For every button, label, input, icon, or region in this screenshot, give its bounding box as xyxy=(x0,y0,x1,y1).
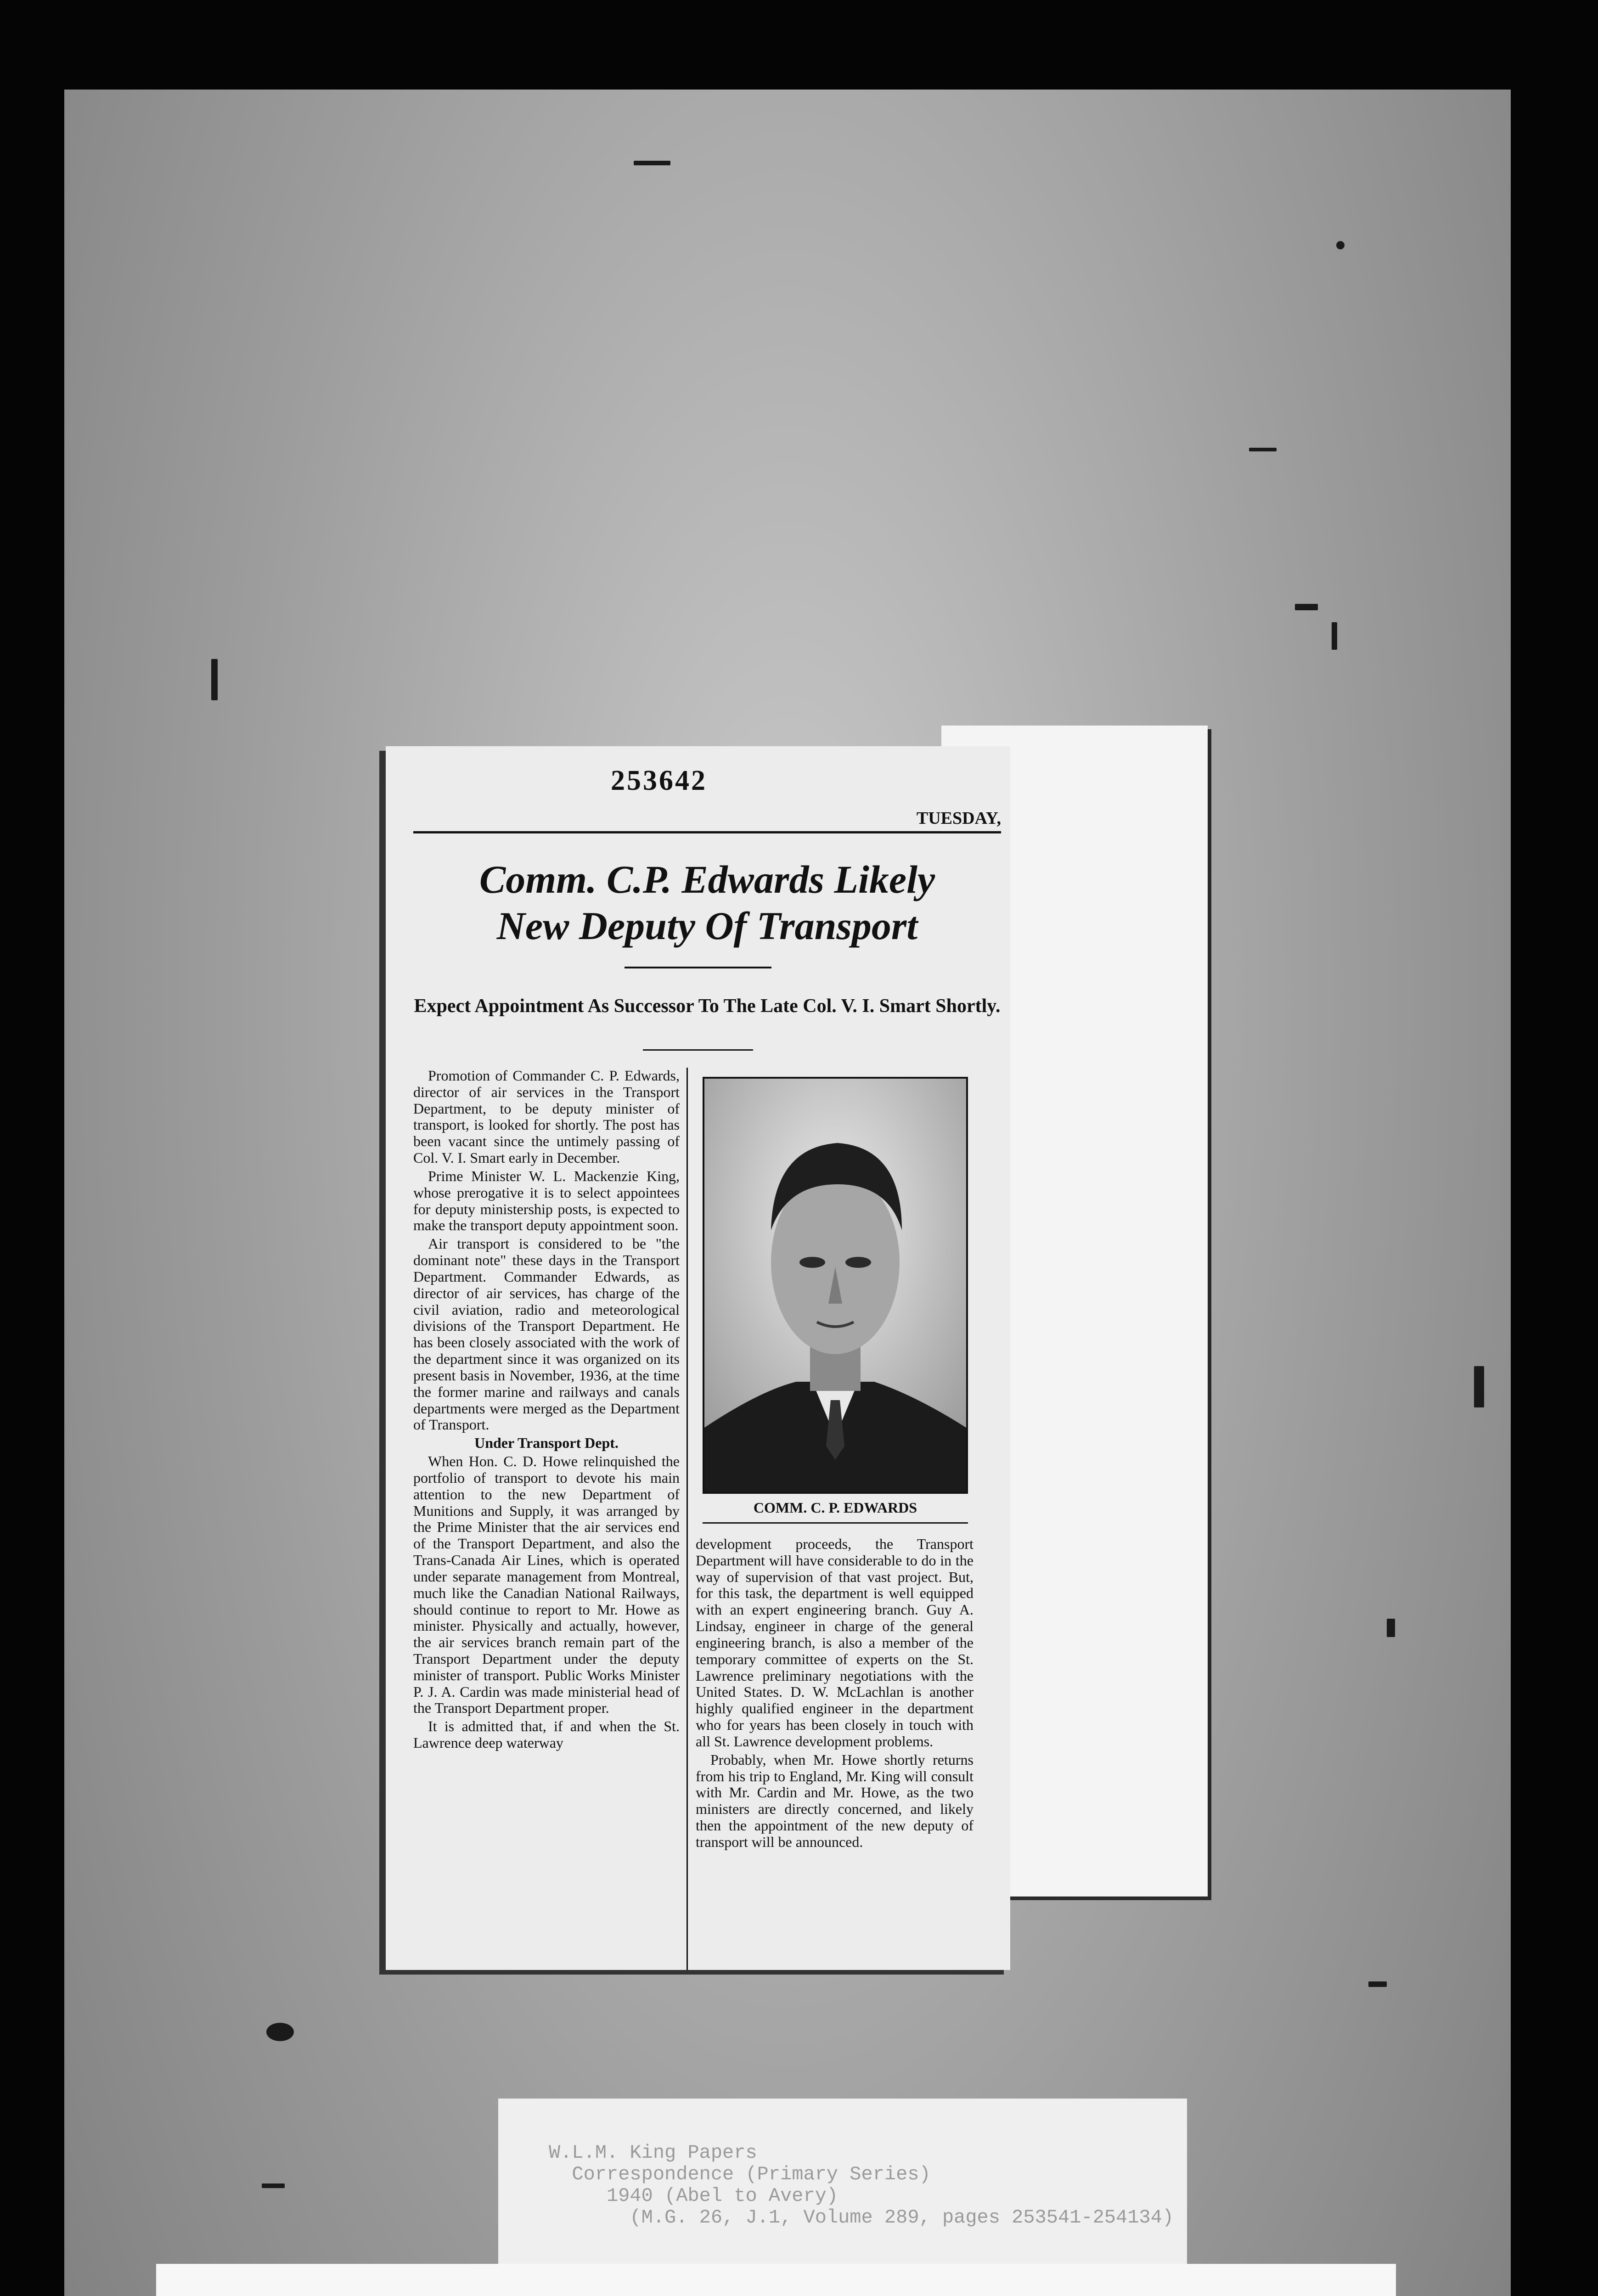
subhead-rule xyxy=(643,1049,753,1051)
headline-line-2: New Deputy Of Transport xyxy=(496,904,918,948)
citation-line: (M.G. 26, J.1, Volume 289, pages 253541-254134) xyxy=(549,2206,1174,2229)
top-rule xyxy=(413,831,1001,833)
article-right-column xyxy=(696,1536,973,1970)
article-paragraph: development proceeds, the Transport Department will have considerable to do in the way of supervision of that vast project. But, for this task, the department is well equipped with an expert engineering branch. Guy A. Lindsay, engineer in charge of the general engineering branch, is also a member of the temporary committee of experts on the St. Lawrence preliminary negotiations with the United States. D. W. McLachlan is another highly qualified engineer in the department who for years has been closely in touch with all St. Lawrence development problems. xyxy=(696,1536,973,1750)
clipping-number: 253642 xyxy=(611,765,707,796)
citation-slip xyxy=(498,2099,1187,2264)
newspaper-clipping xyxy=(386,746,1010,1970)
article-paragraph: Probably, when Mr. Howe shortly returns from his trip to England, Mr. King will consult with Mr. Cardin and Mr. Howe, as the two ministers are directly concerned, and likely then the appointment of the new deputy of transport will be announced. xyxy=(696,1751,973,1850)
portrait-photo xyxy=(703,1077,968,1494)
headline-line-1: Comm. C.P. Edwards Likely xyxy=(479,857,935,901)
column-divider xyxy=(686,1068,688,1970)
photo-caption: COMM. C. P. EDWARDS xyxy=(753,1499,917,1516)
citation-line: Correspondence (Primary Series) xyxy=(549,2163,931,2186)
article-paragraph: When Hon. C. D. Howe relinquished the portfolio of transport to devote his main attention to the new Department of Munitions and Supply, it was arranged by the Prime Minister that the air services end of the Transport Department, and also the Trans-Canada Air Lines, which is operated under separate management from Montreal, much like the Canadian National Railways, should continue to report to Mr. Howe as minister. Physically and actually, however, the air services branch remain part of the Transport Department under the deputy minister of transport. Public Works Minister P. J. A. Cardin was made ministerial head of the Transport Department proper. xyxy=(413,1453,680,1716)
article-paragraph: Promotion of Commander C. P. Edwards, director of air services in the Transport Department, to be deputy minister of transport, is looked for shortly. The post has been vacant since the untimely passing of Col. V. I. Smart early in December. xyxy=(413,1067,680,1166)
headline-rule xyxy=(625,967,771,968)
article-paragraph: It is admitted that, if and when the St. Lawrence deep waterway xyxy=(413,1718,680,1751)
archives-label-card xyxy=(156,2264,1396,2296)
article-left-column xyxy=(413,1068,680,1970)
article-paragraph: Air transport is considered to be "the dominant note" these days in the Transport Department. Commander Edwards, as director of air services, has charge of the civil aviation, radio and meteorological divisions of the Transport Department. He has been closely associated with the work of the department since it was organized on its present basis in November, 1936, at the time the former marine and railways and canals departments were merged as the Department of Transport. xyxy=(413,1235,680,1433)
section-heading: Under Transport Dept. xyxy=(474,1435,619,1452)
portrait-icon xyxy=(704,1079,966,1492)
clipping-dateline: TUESDAY, xyxy=(916,809,1001,828)
citation-line: W.L.M. King Papers xyxy=(549,2142,757,2164)
citation-line: 1940 (Abel to Avery) xyxy=(549,2185,838,2207)
headline xyxy=(413,856,1001,950)
article-paragraph: Prime Minister W. L. Mackenzie King, whose prerogative it is to select appointees for deputy ministership posts, is expected to make the transport deputy appointment soon. xyxy=(413,1167,680,1234)
subheadline: Expect Appointment As Successor To The Late Col. V. I. Smart Shortly. xyxy=(414,996,1001,1017)
caption-rule xyxy=(703,1522,968,1524)
